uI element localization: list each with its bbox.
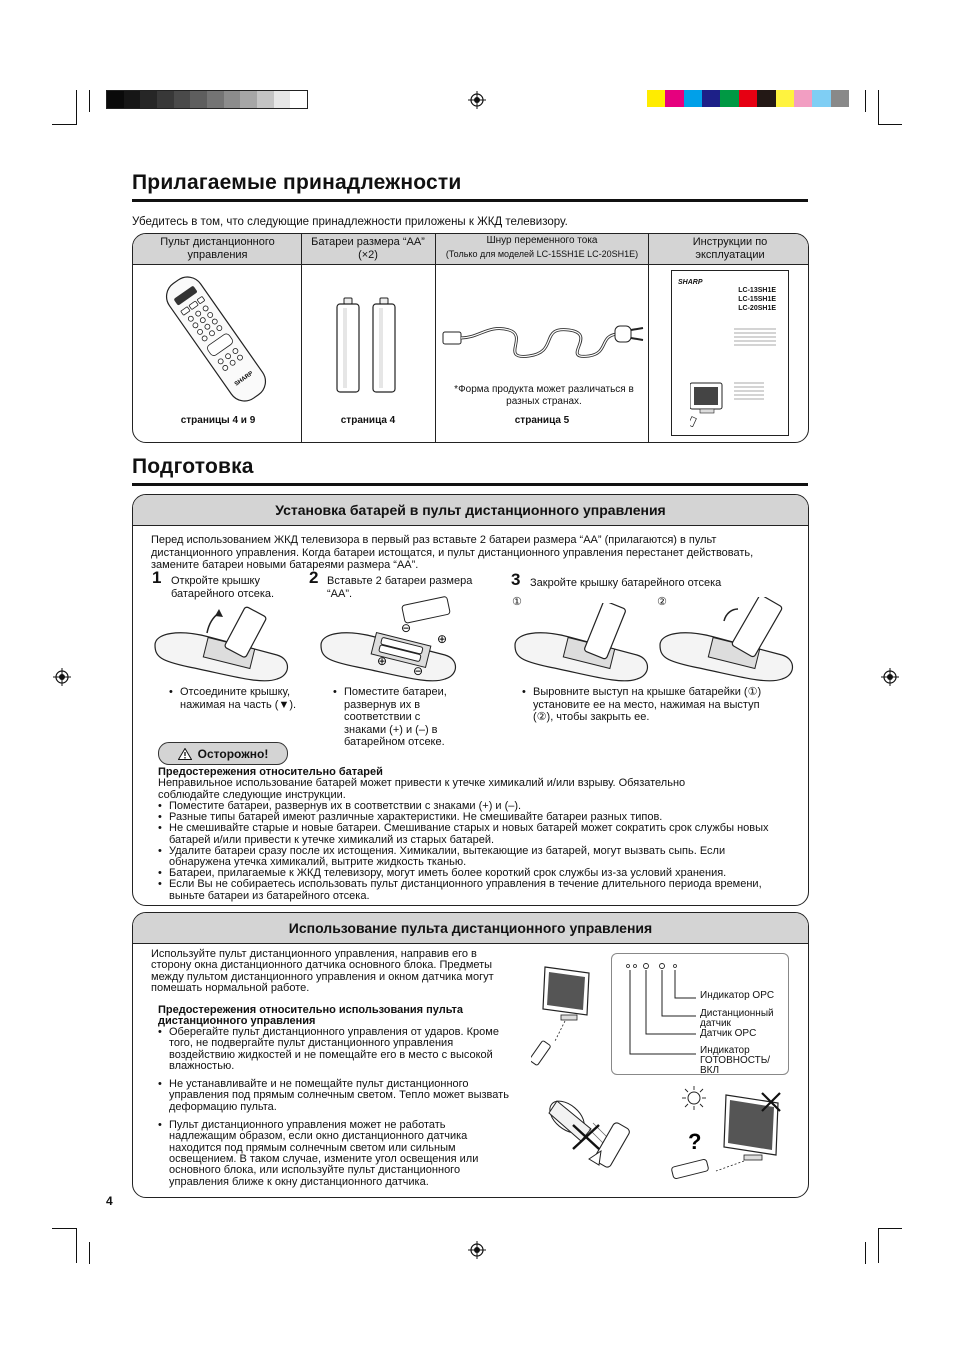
color-swatch <box>812 90 830 107</box>
battery-installation-section <box>132 494 809 906</box>
remote-precaution: • Оберегайте пульт дистанционного управления от ударов. Кроме того, не подвергайте пульт дистанционного управления воздействию жидкостей и не помещайте его в место с высокой влажностью. <box>158 1027 514 1072</box>
manual-cover-art <box>690 327 780 427</box>
tv-under-light-illustration <box>668 1089 794 1189</box>
color-swatch <box>776 90 794 107</box>
caution-title: Предостережения относительно батарей <box>158 766 383 778</box>
title-rule <box>132 483 808 486</box>
precautions-title: Предостережения относительно использования пульта дистанционного управления <box>158 1004 464 1028</box>
color-swatch <box>274 91 291 108</box>
caution-intro: Неправильное использование батарей может привести к утечке химикалий и/или взрыву. Обязательно соблюдайте следующие инструкции. <box>158 777 686 801</box>
warning-icon <box>178 748 192 760</box>
caution-item: • Если Вы не собираетесь использовать пульт дистанционного управления в течение длительного периода времени, выньте батареи из батарейного отсека. <box>158 879 778 901</box>
color-swatch <box>240 91 257 108</box>
accessories-title: Прилагаемые принадлежности <box>132 171 462 194</box>
step-bullet-list <box>169 686 303 711</box>
color-calibration-bar <box>647 90 849 107</box>
registration-target-icon <box>468 1241 486 1259</box>
color-swatch <box>224 91 241 108</box>
crop-mark <box>865 1242 866 1264</box>
manual-model: LC-15SH1E <box>738 296 776 303</box>
manual-booklet <box>671 270 789 436</box>
batteries-intro: Перед использованием ЖКД телевизора в первый раз вставьте 2 батареи размера “AA” (прилагаются) в пульт дистанционного управления. Когда батареи истощатся, и пульт дистанционного управления перестанет действовать, замените батареи новыми батареями размера “AA”. <box>151 534 754 571</box>
remote-precautions-list <box>158 1027 514 1188</box>
crop-mark <box>89 1242 90 1264</box>
step-bullet: • Выровните выступ на крышке батарейки (①) установите ее на место, нажимая на выступ (②), чтобы закрыть ее. <box>522 686 778 724</box>
manual-brand: SHARP <box>678 279 703 286</box>
color-swatch <box>757 90 775 107</box>
grayscale-calibration-bar <box>106 90 308 109</box>
open-cover-illustration <box>149 603 291 689</box>
header-remote: Пульт дистанционного управления <box>160 236 275 261</box>
caption-remote: страницы 4 и 9 <box>180 415 256 426</box>
remote-control-icon <box>155 274 277 404</box>
caution-item: • Разные типы батарей имеют различные характеристики. Не смешивайте батареи разных типов. <box>158 812 778 823</box>
step-bullet-list <box>333 686 461 749</box>
color-swatch <box>665 90 683 107</box>
crop-mark <box>52 1228 76 1229</box>
header-power-cord-note: (Только для моделей LC-15SH1E LC-20SH1E) <box>445 249 639 259</box>
caution-item: • Батареи, прилагаемые к ЖКД телевизору, могут иметь более короткий срок службы из-за условий хранения. <box>158 868 778 879</box>
remote-intro: Используйте пульт дистанционного управления, направив его в сторону окна дистанционного датчика основного блока. Предметы между пультом дистанционного управления и окном датчика могут помешать нормальной работе. <box>151 948 494 994</box>
manual-model: LC-20SH1E <box>738 305 776 312</box>
color-swatch <box>290 91 307 108</box>
color-swatch <box>207 91 224 108</box>
tv-remote-illustration <box>531 963 615 1067</box>
registration-target-icon <box>881 668 899 686</box>
color-swatch <box>190 91 207 108</box>
caption-batteries: страница 4 <box>340 415 396 426</box>
section-title: Установка батарей в пульт дистанционного управления <box>275 502 666 518</box>
step-bullet: • Отсоедините крышку, нажимая на часть (▼). <box>169 686 303 711</box>
title-rule <box>132 199 808 202</box>
color-swatch <box>124 91 141 108</box>
color-swatch <box>157 91 174 108</box>
power-cord-icon <box>439 316 645 368</box>
color-swatch <box>794 90 812 107</box>
insert-batteries-illustration <box>317 595 467 689</box>
color-swatch <box>107 91 124 108</box>
svg-text:⊖: ⊖ <box>413 664 424 678</box>
caution-badge <box>158 742 288 765</box>
step-text: Откройте крышку батарейного отсека. <box>171 575 275 600</box>
direct-sunlight-illustration <box>543 1083 655 1183</box>
registration-target-icon <box>468 91 486 109</box>
page-number: 4 <box>106 1194 113 1208</box>
color-swatch <box>831 90 849 107</box>
remote-precaution: • Пульт дистанционного управления может не работать надлежащим образом, если окно дистанционного датчика находится под прямым солнечным светом или сильным освещением. В таком случае, измените угол освещения или основного блока, или используйте пульт дистанционного управления ближе к окну дистанционного датчика. <box>158 1120 514 1188</box>
registration-target-icon <box>53 668 71 686</box>
crop-mark <box>878 1228 879 1263</box>
color-swatch <box>647 90 665 107</box>
remote-usage-section <box>132 912 809 1198</box>
crop-mark <box>76 1228 77 1263</box>
crop-mark <box>878 90 879 125</box>
caption-power-cord: страница 5 <box>514 415 570 426</box>
step-number: 3 <box>511 570 521 589</box>
crop-mark <box>878 124 902 125</box>
sub-label: ② <box>657 596 667 608</box>
remote-precaution: • Не устанавливайте и не помещайте пульт дистанционного управления под прямым солнечным светом. Тепло может вызвать деформацию пульта. <box>158 1079 514 1113</box>
batteries-icon <box>333 296 405 396</box>
close-cover-illustration-1 <box>509 603 651 689</box>
section-title: Использование пульта дистанционного управления <box>288 920 653 936</box>
caution-list <box>158 801 778 902</box>
header-batteries: Батареи размера “AA” (×2) <box>311 236 425 261</box>
sensor-diagram <box>611 953 789 1075</box>
step-text: Закройте крышку батарейного отсека <box>530 577 722 589</box>
crop-mark <box>76 90 77 125</box>
preparation-title: Подготовка <box>132 455 254 478</box>
color-swatch <box>140 91 157 108</box>
label-standby-indicator: Индикатор ГОТОВНОСТЬ/ВКЛ <box>700 1045 771 1076</box>
svg-text:?: ? <box>688 1129 702 1154</box>
svg-text:⊕: ⊕ <box>437 632 448 646</box>
manual-model: LC-13SH1E <box>738 287 776 294</box>
caution-item: • Не смешивайте старые и новые батареи. Смешивание старых и новых батарей может сократить срок службы новых батарей и/или привести к утечке химикалий из старых батарей. <box>158 823 778 845</box>
svg-text:⊕: ⊕ <box>377 654 388 668</box>
header-power-cord: Шнур переменного тока <box>486 235 598 246</box>
step-number: 1 <box>152 568 162 587</box>
close-cover-illustration-2 <box>654 597 796 689</box>
label-remote-sensor: Дистанционный датчик <box>700 1008 774 1029</box>
caution-item: • Удалите батареи сразу после их истощения. Химикалии, вытекающие из батарей, могут вызвать сыпь. Если обнаружена утечка химикалий, вытрите жидкость тканью. <box>158 846 778 868</box>
color-swatch <box>720 90 738 107</box>
color-swatch <box>739 90 757 107</box>
label-opc-sensor: Датчик OPC <box>700 1028 757 1039</box>
step-number: 2 <box>309 568 319 587</box>
svg-text:SHARP: SHARP <box>233 370 255 388</box>
sub-label: ① <box>512 596 522 608</box>
crop-mark <box>52 124 76 125</box>
step-bullet-list <box>522 686 778 724</box>
accessories-intro: Убедитесь в том, что следующие принадлежности приложены к ЖКД телевизору. <box>132 216 568 228</box>
power-cord-note: *Форма продукта может различаться в разных странах. <box>454 384 634 407</box>
color-swatch <box>257 91 274 108</box>
label-opc-indicator: Индикатор OPC <box>700 990 775 1001</box>
svg-text:⊖: ⊖ <box>401 621 412 635</box>
accessories-table <box>132 233 809 443</box>
caution-label: Осторожно! <box>197 746 269 761</box>
step-bullet: • Поместите батареи, развернув их в соответствии с знаками (+) и (–) в батарейном отсеке. <box>333 686 461 749</box>
header-manual: Инструкции по эксплуатации <box>692 236 768 261</box>
caution-item: • Поместите батареи, развернув их в соответствии с знаками (+) и (–). <box>158 801 778 812</box>
crop-mark <box>865 90 866 112</box>
color-swatch <box>684 90 702 107</box>
crop-mark <box>878 1228 902 1229</box>
color-swatch <box>174 91 191 108</box>
crop-mark <box>89 90 90 112</box>
color-swatch <box>702 90 720 107</box>
step-text: Вставьте 2 батареи размера “AA”. <box>327 575 473 600</box>
